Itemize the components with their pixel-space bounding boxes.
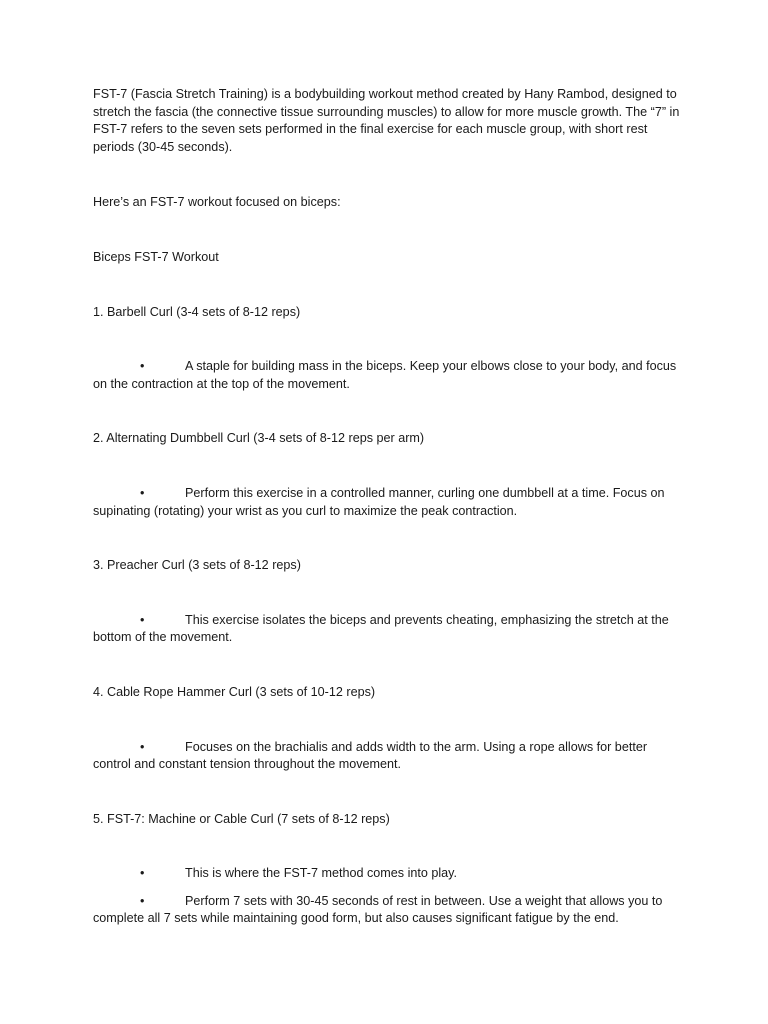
bullet-icon: • bbox=[140, 485, 145, 500]
list-item-text: Perform this exercise in a controlled manner, curling one dumbbell at a time. Focus on supinating (rotating) your wrist as you curl to maximize the peak contraction. bbox=[93, 485, 665, 518]
list-item bbox=[93, 739, 683, 774]
document-page bbox=[93, 86, 683, 928]
bullet-icon: • bbox=[140, 612, 145, 627]
list-item-text: Focuses on the brachialis and adds width to the arm. Using a rope allows for better control and constant tension throughout the movement. bbox=[93, 739, 648, 772]
list-item-text: A staple for building mass in the biceps. Keep your elbows close to your body, and focus on the contraction at the top of the movement. bbox=[93, 359, 677, 391]
exercise-title: 3. Preacher Curl (3 sets of 8-12 reps) bbox=[93, 558, 301, 573]
list-item bbox=[93, 485, 683, 520]
bullet-icon: • bbox=[140, 359, 145, 374]
lead-sentence: Here’s an FST-7 workout focused on biceps: bbox=[93, 195, 341, 210]
list-item bbox=[93, 865, 683, 883]
workout-title: Biceps FST-7 Workout bbox=[93, 249, 219, 264]
bullet-icon: • bbox=[140, 893, 145, 908]
list-item-text: This exercise isolates the biceps and prevents cheating, emphasizing the stretch at the bottom of the movement. bbox=[93, 612, 669, 645]
bullet-icon: • bbox=[140, 866, 145, 881]
list-item-text: This is where the FST-7 method comes into play. bbox=[185, 866, 458, 881]
list-item bbox=[93, 893, 683, 928]
exercise-title: 4. Cable Rope Hammer Curl (3 sets of 10-12 reps) bbox=[93, 684, 376, 699]
bullet-icon: • bbox=[140, 739, 145, 754]
exercise-title: 1. Barbell Curl (3-4 sets of 8-12 reps) bbox=[93, 304, 301, 319]
list-item bbox=[93, 612, 683, 647]
list-item-text: Perform 7 sets with 30-45 seconds of rest in between. Use a weight that allows you to complete all 7 sets while maintaining good form, but also causes significant fatigue by the end. bbox=[93, 893, 663, 926]
exercise-title: 2. Alternating Dumbbell Curl (3-4 sets of 8-12 reps per arm) bbox=[93, 431, 425, 446]
intro-paragraph: FST-7 (Fascia Stretch Training) is a bodybuilding workout method created by Hany Rambod, designed to stretch the fascia (the connective tissue surrounding muscles) to allow for more muscle growth. The “7” in FST-7 refers to the seven sets performed in the final exercise for each muscle group, with short rest periods (30-45 seconds). bbox=[93, 87, 680, 154]
exercise-title: 5. FST-7: Machine or Cable Curl (7 sets of 8-12 reps) bbox=[93, 811, 390, 826]
list-item bbox=[93, 358, 683, 393]
